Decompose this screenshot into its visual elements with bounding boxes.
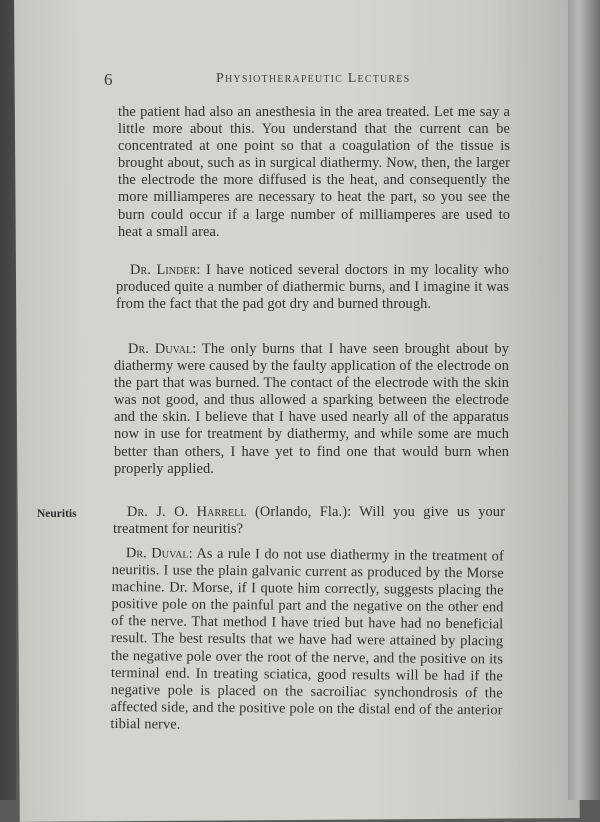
paragraph-duval-burns: [114, 341, 509, 478]
paragraph-text: (Orlando, Fla.): Will you give us your treatment for neuritis?: [113, 504, 505, 538]
speaker-name: Dr. J. O. Harrell: [127, 504, 247, 520]
speaker-name: Dr. Linder:: [130, 262, 201, 278]
paragraph-text: I have noticed several doctors in my locality who produced quite a number of diathermic burns, and I imagine it was from the fact that the pad got dry and burned through.: [116, 262, 509, 313]
paragraph-continuation: [118, 104, 510, 241]
paragraph-text: As a rule I do not use diathermy in the treatment of neuritis. I use the plain galvanic current as produced by the Morse machine. Dr. Morse, if I quote him correctly, suggests placing the positive pole on the painful part and the negative on the other end of the nerve. That method I have tried but have had no beneficial result. The best results that we have had were attained by placing the negative pole over the root of the nerve, and the positive on its terminal end. In treating sciatica, good results will be had if the negative pole is placed on the sacroiliac synchondrosis of the affected side, and the positive pole on the distal end of the anterior tibial nerve.: [110, 545, 504, 733]
speaker-name: Dr. Duval:: [125, 545, 193, 562]
page-number: 6: [104, 70, 113, 89]
speaker-name: Dr. Duval:: [128, 341, 197, 357]
paragraph-text: the patient had also an anesthesia in the area treated. Let me say a little more about this. You understand that the current can be concentrated at one point so that a coagulation of the tissue is brought about, such as in surgical diathermy. Now, then, the larger the electrode the more diffused is the heat, and consequently the more milliamperes are necessary to heat the part, so you see the burn could occur if a large number of milliamperes are used to heat a small area.: [118, 104, 510, 240]
background-left: [0, 0, 16, 800]
next-page-edge: [568, 0, 600, 800]
paragraph-duval-neuritis: [110, 545, 504, 736]
paragraph-text: The only burns that I have seen brought about by diathermy were caused by the faulty application of the electrode on the part that was burned. The contact of the electrode with the skin was not good, and thus allowed a sparking between the electrode and the skin. I believe that I have used nearly all of the apparatus now in use for treatment by diathermy, and while some are much better than others, I have yet to find one that would burn when properly applied.: [114, 341, 509, 477]
paragraph-harrell-question: [113, 504, 505, 538]
page-header: [104, 70, 434, 92]
running-head: Physiotherapeutic Lectures: [216, 71, 411, 86]
paragraph-linder: [116, 262, 509, 313]
margin-note: Neuritis: [37, 508, 77, 520]
